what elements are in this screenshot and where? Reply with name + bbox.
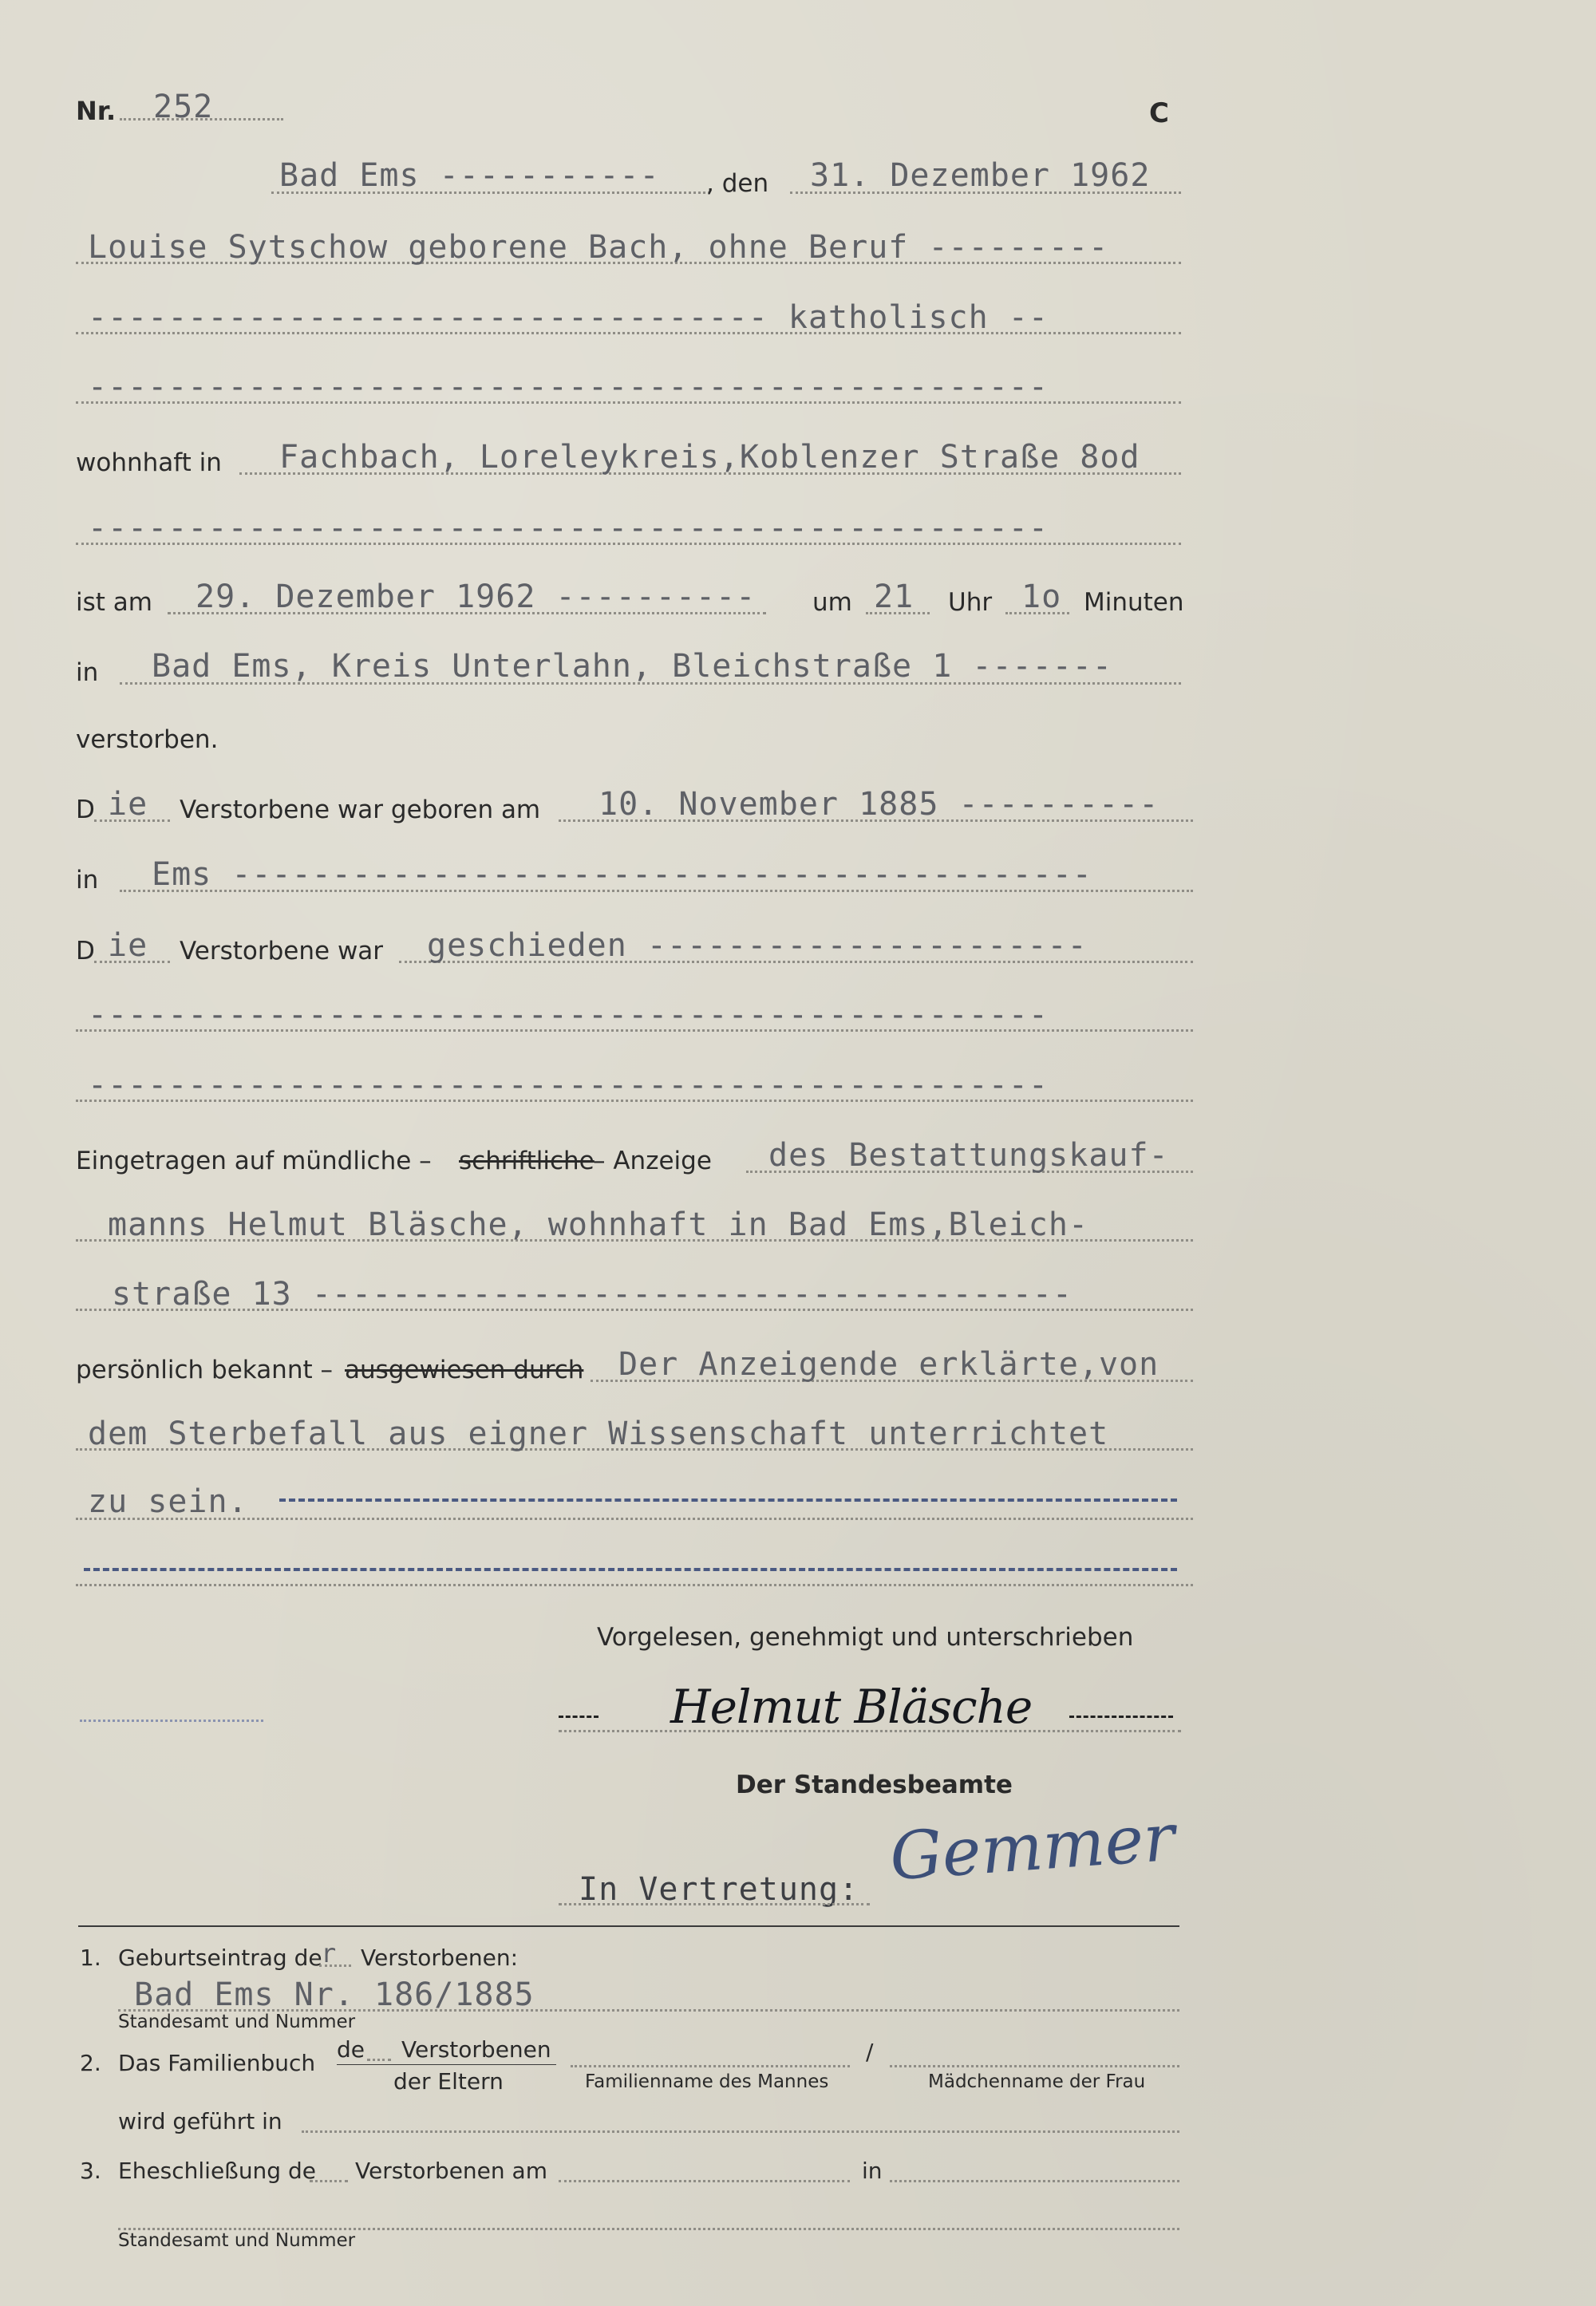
- status-filler-1: ------------------------------------------------: [88, 997, 1049, 1033]
- item2-slash: /: [866, 2039, 874, 2065]
- item2-mann-dotted: [571, 2065, 850, 2067]
- item3-de-dotted: [310, 2180, 348, 2182]
- den-label: , den: [706, 169, 769, 198]
- birth-date: 10. November 1885 ----------: [598, 786, 1159, 823]
- item3-sub-label: Standesamt und Nummer: [118, 2230, 356, 2251]
- item3-label-b: Verstorbenen am: [355, 2158, 547, 2184]
- item2-frau-dotted: [890, 2065, 1179, 2067]
- wohnhaft-label: wohnhaft in: [76, 448, 222, 477]
- identity-label-strike: ausgewiesen durch: [345, 1356, 584, 1384]
- deputy-dotted-line: [559, 1903, 870, 1905]
- deputy-label: In Vertretung:: [579, 1871, 859, 1908]
- informant-signature: Helmut Bläsche: [670, 1680, 1033, 1734]
- report-label-strike: schriftliche: [459, 1147, 595, 1175]
- nr-label: Nr.: [76, 96, 117, 126]
- uhr-label: Uhr: [948, 588, 993, 617]
- religion: ---------------------------------- katholisch --: [88, 299, 1049, 336]
- residence-address: Fachbach, Loreleykreis,Koblenzer Straße 8od: [279, 439, 1140, 476]
- birth-die-suffix: ie: [108, 786, 148, 823]
- item2-fraction-line: [337, 2064, 556, 2065]
- item1-insert-dotted: [319, 1964, 351, 1967]
- birth-in-label: in: [76, 866, 99, 894]
- faint-dotted-line: [80, 1720, 263, 1722]
- item3-label-a: Eheschließung de: [118, 2158, 316, 2184]
- address-filler: ------------------------------------------------: [88, 510, 1049, 547]
- item1-sub-label: Standesamt und Nummer: [118, 2012, 356, 2032]
- item2-gefuehrt-dotted: [302, 2130, 1179, 2133]
- footer-separator: [78, 1925, 1179, 1927]
- birth-die-prefix: D: [76, 796, 95, 824]
- signature-dash-left: [559, 1716, 598, 1718]
- death-date: 29. Dezember 1962 ----------: [196, 578, 757, 615]
- registrar-label: Der Standesbeamte: [736, 1771, 1013, 1799]
- item2-de: de: [337, 2036, 365, 2063]
- identity-label-a: persönlich bekannt –: [76, 1356, 333, 1384]
- report-label-b: – Anzeige: [593, 1147, 712, 1175]
- report-line-3: straße 13 --------------------------------------: [112, 1276, 1073, 1313]
- birth-label: Verstorbene war geboren am: [180, 796, 541, 824]
- identity-line-1: Der Anzeigende erklärte,von: [618, 1346, 1159, 1383]
- record-number: 252: [153, 89, 214, 125]
- item1-label-a: Geburtseintrag de: [118, 1945, 322, 1971]
- status-die-suffix: ie: [108, 927, 148, 964]
- item2-sub-frau: Mädchenname der Frau: [928, 2071, 1146, 2092]
- item1-number: 1.: [80, 1945, 101, 1971]
- item2-label: Das Familienbuch: [118, 2050, 316, 2076]
- report-line-1: des Bestattungskauf-: [768, 1137, 1169, 1174]
- deceased-name: Louise Sytschow geborene Bach, ohne Beruf ---------: [88, 229, 1109, 266]
- identity-dotted-line-4: [76, 1584, 1193, 1586]
- read-approved-label: Vorgelesen, genehmigt und unterschrieben: [597, 1623, 1134, 1652]
- item2-eltern: der Eltern: [393, 2068, 504, 2095]
- person-filler: ------------------------------------------------: [88, 369, 1049, 405]
- signature-dash-right: [1069, 1716, 1173, 1718]
- death-in-label: in: [76, 658, 99, 687]
- death-place: Bad Ems, Kreis Unterlahn, Bleichstraße 1 -------: [152, 648, 1112, 685]
- um-label: um: [812, 588, 852, 617]
- status-die-prefix: D: [76, 937, 95, 965]
- status-filler-2: ------------------------------------------------: [88, 1067, 1049, 1104]
- registration-date: 31. Dezember 1962: [810, 157, 1151, 194]
- item2-gefuehrt-label: wird geführt in: [118, 2108, 282, 2134]
- verstorben-label: verstorben.: [76, 725, 219, 754]
- item3-number: 3.: [80, 2158, 101, 2184]
- ink-strike-line-2: [84, 1568, 1177, 1571]
- status-label: Verstorbene war: [180, 937, 384, 965]
- identity-line-2: dem Sterbefall aus eigner Wissenschaft unterrichtet: [88, 1416, 1109, 1452]
- item2-sub-mann: Familienname des Mannes: [585, 2071, 829, 2092]
- series-letter: C: [1149, 97, 1169, 129]
- ink-strike-line-1: [279, 1499, 1177, 1502]
- item3-place-dotted: [890, 2180, 1179, 2182]
- death-minutes: 1o: [1021, 578, 1062, 615]
- item3-in-label: in: [862, 2158, 883, 2184]
- identity-line-3: zu sein.: [88, 1483, 248, 1520]
- death-hour: 21: [874, 578, 915, 615]
- item3-date-dotted: [559, 2180, 850, 2182]
- report-line-2: manns Helmut Bläsche, wohnhaft in Bad Ems,Bleich-: [108, 1206, 1089, 1243]
- birth-place: Ems -------------------------------------------: [152, 856, 1092, 893]
- report-label-a: Eingetragen auf mündliche –: [76, 1147, 432, 1175]
- marital-status: geschieden ----------------------: [427, 927, 1088, 964]
- registrar-signature: Gemmer: [887, 1799, 1178, 1896]
- item2-verstorbenen: Verstorbenen: [401, 2036, 551, 2063]
- item1-insert: r: [321, 1938, 338, 1968]
- registration-place: Bad Ems -----------: [279, 157, 660, 194]
- minuten-label: Minuten: [1084, 588, 1184, 617]
- item2-de-dotted: [367, 2059, 391, 2061]
- item2-number: 2.: [80, 2050, 101, 2076]
- birth-register-entry: Bad Ems Nr. 186/1885: [134, 1976, 535, 2013]
- item1-label-b: Verstorbenen:: [361, 1945, 519, 1971]
- ist-am-label: ist am: [76, 588, 152, 617]
